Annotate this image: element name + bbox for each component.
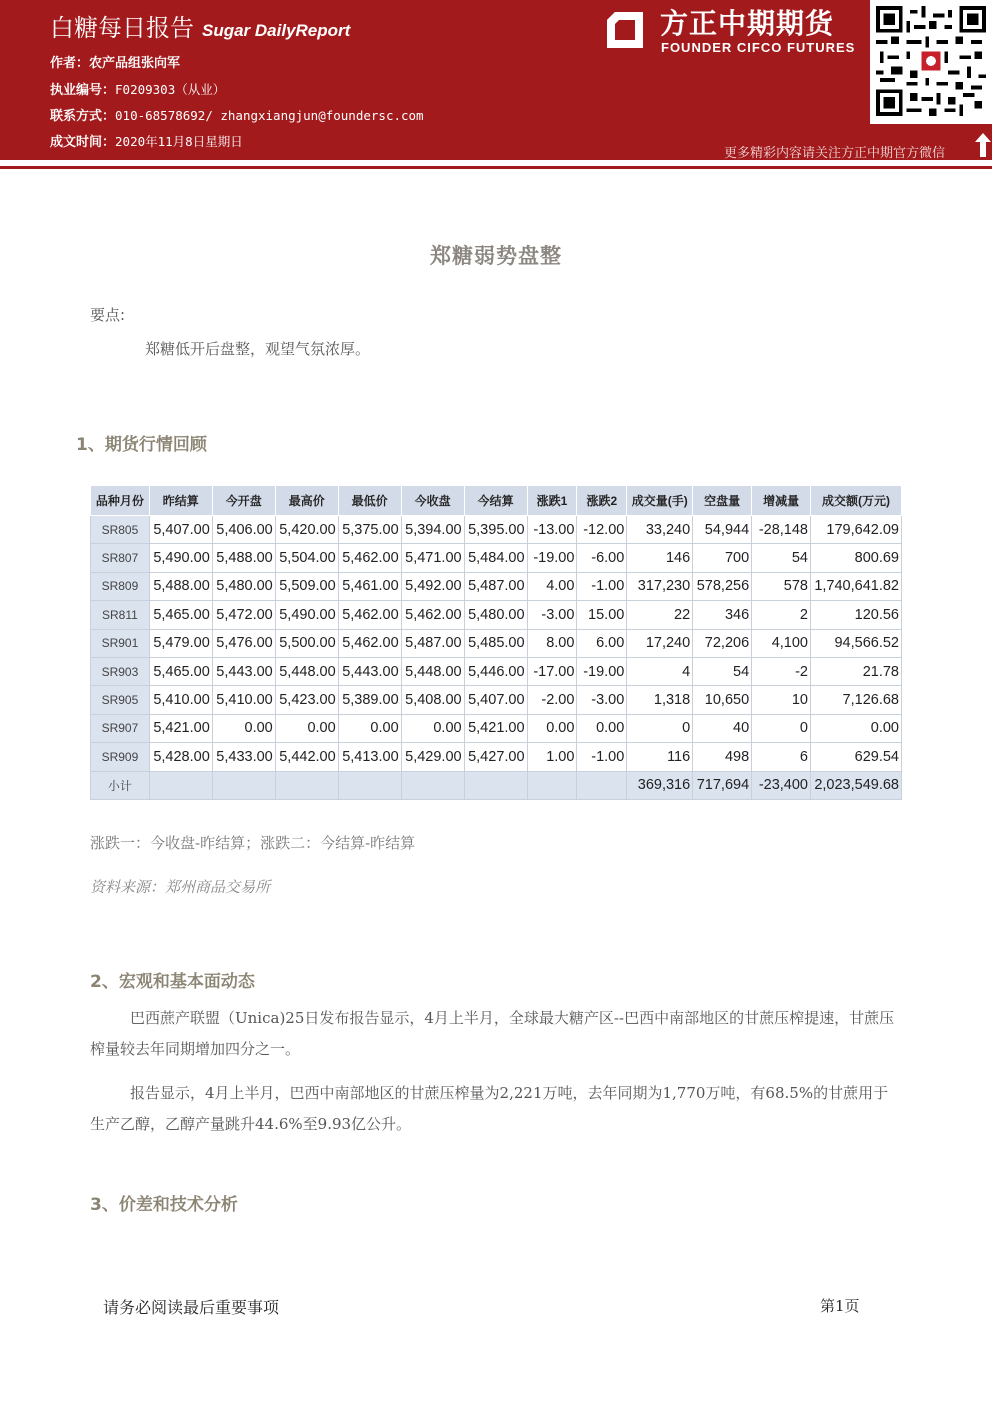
table-cell: -2 xyxy=(752,657,811,685)
table-cell: 346 xyxy=(693,601,752,629)
table-cell: 5,429.00 xyxy=(401,743,464,771)
footer-disclaimer-notice: 请务必阅读最后重要事项 xyxy=(103,1298,280,1317)
license-label: 执业编号： xyxy=(50,83,116,98)
date-line xyxy=(50,131,243,150)
table-header-cell: 品种月份 xyxy=(91,486,150,516)
company-name-cn: 方正中期期货 xyxy=(660,7,835,40)
table-cell: 5,465.00 xyxy=(149,601,212,629)
table-header-cell: 最低价 xyxy=(338,486,401,516)
author-line xyxy=(50,52,180,71)
table-cell: 5,465.00 xyxy=(149,657,212,685)
table-header-cell: 涨跌2 xyxy=(577,486,627,516)
contract-code-cell: SR909 xyxy=(91,743,150,771)
contact-line xyxy=(50,105,424,124)
table-cell: 0.00 xyxy=(811,714,902,742)
wechat-follow-text: 更多精彩内容请关注方正中期官方微信 xyxy=(724,146,946,161)
table-cell: 22 xyxy=(627,601,693,629)
table-cell: 5,487.00 xyxy=(464,572,527,600)
table-cell: 5,462.00 xyxy=(401,601,464,629)
license-value: F0209303（从业） xyxy=(115,82,226,97)
table-cell xyxy=(401,771,464,799)
table-cell: 0.00 xyxy=(527,714,577,742)
table-cell: 629.54 xyxy=(811,743,902,771)
table-cell: 5,462.00 xyxy=(338,601,401,629)
table-cell: 5,408.00 xyxy=(401,686,464,714)
table-cell: 0.00 xyxy=(577,714,627,742)
table-cell: 5,420.00 xyxy=(275,516,338,544)
table-cell: -19.00 xyxy=(577,657,627,685)
table-cell: 5,504.00 xyxy=(275,544,338,572)
table-cell: 4 xyxy=(627,657,693,685)
table-cell: 369,316 xyxy=(627,771,693,799)
futures-quote-table xyxy=(90,485,902,800)
table-cell: 15.00 xyxy=(577,601,627,629)
table-cell: 6.00 xyxy=(577,629,627,657)
paragraph-crush-data: 报告显示，4月上半月，巴西中南部地区的甘蔗压榨量为2,221万吨，去年同期为1,770万吨，有68.5%的甘蔗用于生产乙醇，乙醇产量跳升44.6%至9.93亿公升。 xyxy=(90,1084,889,1133)
contract-code-cell: SR903 xyxy=(91,657,150,685)
table-cell: 146 xyxy=(627,544,693,572)
table-cell: 5,487.00 xyxy=(401,629,464,657)
table-cell: 5,421.00 xyxy=(464,714,527,742)
table-cell: -23,400 xyxy=(752,771,811,799)
table-header-row xyxy=(91,486,902,516)
table-cell: -1.00 xyxy=(577,743,627,771)
table-cell: 5,407.00 xyxy=(149,516,212,544)
table-cell: 33,240 xyxy=(627,516,693,544)
table-cell: -3.00 xyxy=(577,686,627,714)
table-cell: 116 xyxy=(627,743,693,771)
table-cell xyxy=(527,771,577,799)
table-cell: 5,485.00 xyxy=(464,629,527,657)
table-cell: 54 xyxy=(693,657,752,685)
table-cell: 5,488.00 xyxy=(212,544,275,572)
table-cell: 0.00 xyxy=(401,714,464,742)
report-header xyxy=(0,0,992,160)
contract-code-cell: SR905 xyxy=(91,686,150,714)
table-cell: 5,484.00 xyxy=(464,544,527,572)
table-cell: 5,413.00 xyxy=(338,743,401,771)
table-header-cell: 成交量(手) xyxy=(627,486,693,516)
wechat-qr-code xyxy=(870,0,992,124)
table-cell: 120.56 xyxy=(811,601,902,629)
table-cell: 5,433.00 xyxy=(212,743,275,771)
table-cell: -17.00 xyxy=(527,657,577,685)
table-cell: 5,410.00 xyxy=(149,686,212,714)
table-cell: 1,318 xyxy=(627,686,693,714)
table-cell: 5,480.00 xyxy=(464,601,527,629)
table-cell: 5,389.00 xyxy=(338,686,401,714)
table-cell: 700 xyxy=(693,544,752,572)
company-name-en: FOUNDER CIFCO FUTURES xyxy=(661,40,856,55)
header-divider xyxy=(0,166,992,169)
table-cell: 578 xyxy=(752,572,811,600)
table-cell: 1,740,641.82 xyxy=(811,572,902,600)
table-header-cell: 今开盘 xyxy=(212,486,275,516)
author-value: 农产品组张向军 xyxy=(89,56,181,71)
table-cell: -3.00 xyxy=(527,601,577,629)
table-row xyxy=(91,743,902,771)
table-cell: 5,488.00 xyxy=(149,572,212,600)
table-cell: 800.69 xyxy=(811,544,902,572)
qr-code-icon xyxy=(876,6,986,116)
section-heading-spread-analysis: 3、价差和技术分析 xyxy=(90,1195,238,1215)
table-cell: 5,448.00 xyxy=(275,657,338,685)
table-row xyxy=(91,544,902,572)
table-cell xyxy=(577,771,627,799)
table-cell: 4,100 xyxy=(752,629,811,657)
table-cell: 317,230 xyxy=(627,572,693,600)
table-cell xyxy=(338,771,401,799)
table-cell: 7,126.68 xyxy=(811,686,902,714)
table-row xyxy=(91,572,902,600)
table-cell: 8.00 xyxy=(527,629,577,657)
article-title: 郑糖弱势盘整 xyxy=(430,244,562,268)
table-cell: 10,650 xyxy=(693,686,752,714)
report-title-block xyxy=(50,8,350,43)
table-cell xyxy=(464,771,527,799)
table-cell: 10 xyxy=(752,686,811,714)
table-cell: 0.00 xyxy=(212,714,275,742)
table-body xyxy=(91,516,902,800)
table-cell: 5,480.00 xyxy=(212,572,275,600)
change-definition-note: 涨跌一：今收盘-昨结算；涨跌二：今结算-昨结算 xyxy=(90,834,416,852)
table-cell: -1.00 xyxy=(577,572,627,600)
table-cell: -28,148 xyxy=(752,516,811,544)
table-cell: 5,492.00 xyxy=(401,572,464,600)
table-cell: 5,423.00 xyxy=(275,686,338,714)
table-cell: 5,462.00 xyxy=(338,544,401,572)
arrow-up-icon xyxy=(974,132,992,158)
table-cell: 5,479.00 xyxy=(149,629,212,657)
company-logo-icon xyxy=(605,8,645,52)
table-header-cell: 涨跌1 xyxy=(527,486,577,516)
table-header-cell: 今结算 xyxy=(464,486,527,516)
table-cell: 5,446.00 xyxy=(464,657,527,685)
table-cell: 5,410.00 xyxy=(212,686,275,714)
table-cell: -2.00 xyxy=(527,686,577,714)
contact-value: 010-68578692/ zhangxiangjun@foundersc.com xyxy=(115,108,424,123)
table-header-cell: 最高价 xyxy=(275,486,338,516)
section-heading-macro: 2、宏观和基本面动态 xyxy=(90,972,255,992)
table-row xyxy=(91,657,902,685)
table-cell: 5,406.00 xyxy=(212,516,275,544)
table-cell: 2,023,549.68 xyxy=(811,771,902,799)
table-cell: 5,443.00 xyxy=(338,657,401,685)
table-cell xyxy=(275,771,338,799)
table-cell: -12.00 xyxy=(577,516,627,544)
section-heading-futures-review: 1、期货行情回顾 xyxy=(76,435,207,455)
keypoints-label: 要点: xyxy=(90,306,126,324)
table-cell: 72,206 xyxy=(693,629,752,657)
contract-code-cell: SR907 xyxy=(91,714,150,742)
table-cell: 4.00 xyxy=(527,572,577,600)
contact-label: 联系方式： xyxy=(50,109,116,124)
footer-page-number: 第1页 xyxy=(820,1297,860,1315)
table-row xyxy=(91,516,902,544)
table-cell: 2 xyxy=(752,601,811,629)
table-cell: 5,462.00 xyxy=(338,629,401,657)
author-label: 作者： xyxy=(50,56,90,71)
table-cell: 5,427.00 xyxy=(464,743,527,771)
table-cell: 5,421.00 xyxy=(149,714,212,742)
table-cell: 0 xyxy=(627,714,693,742)
table-cell: 5,375.00 xyxy=(338,516,401,544)
data-source-note: 资料来源：郑州商品交易所 xyxy=(90,878,271,896)
table-cell: 5,461.00 xyxy=(338,572,401,600)
contract-code-cell: SR811 xyxy=(91,601,150,629)
table-cell xyxy=(212,771,275,799)
table-cell: 717,694 xyxy=(693,771,752,799)
table-header-cell: 增减量 xyxy=(752,486,811,516)
table-cell: 5,476.00 xyxy=(212,629,275,657)
table-cell: 5,500.00 xyxy=(275,629,338,657)
table-header-cell: 成交额(万元) xyxy=(811,486,902,516)
table-row xyxy=(91,601,902,629)
table-cell: 94,566.52 xyxy=(811,629,902,657)
table-cell: 54,944 xyxy=(693,516,752,544)
keypoints-text: 郑糖低开后盘整，观望气氛浓厚。 xyxy=(145,340,371,358)
contract-code-cell: SR901 xyxy=(91,629,150,657)
table-cell: 5,472.00 xyxy=(212,601,275,629)
table-cell: 5,428.00 xyxy=(149,743,212,771)
paragraph-unica-report: 巴西蔗产联盟（Unica)25日发布报告显示，4月上半月，全球最大糖产区--巴西中南部地区的甘蔗压榨提速，甘蔗压榨量较去年同期增加四分之一。 xyxy=(90,1009,895,1058)
report-title-cn: 白糖每日报告 xyxy=(50,14,194,42)
table-cell: 0 xyxy=(752,714,811,742)
table-cell: 40 xyxy=(693,714,752,742)
table-cell: -6.00 xyxy=(577,544,627,572)
table-row xyxy=(91,714,902,742)
contract-code-cell: SR805 xyxy=(91,516,150,544)
table-cell: 5,407.00 xyxy=(464,686,527,714)
table-total-row xyxy=(91,771,902,799)
table-cell: 5,490.00 xyxy=(149,544,212,572)
contract-code-cell: SR807 xyxy=(91,544,150,572)
license-line xyxy=(50,79,225,98)
table-cell: 578,256 xyxy=(693,572,752,600)
table-cell: 0.00 xyxy=(275,714,338,742)
contract-code-cell: 小计 xyxy=(91,771,150,799)
table-cell: 5,395.00 xyxy=(464,516,527,544)
table-header-cell: 今收盘 xyxy=(401,486,464,516)
table-cell: 5,471.00 xyxy=(401,544,464,572)
date-value: 2020年11月8日星期日 xyxy=(115,134,243,149)
date-label: 成文时间： xyxy=(50,135,116,150)
table-cell: 5,394.00 xyxy=(401,516,464,544)
table-cell: 5,443.00 xyxy=(212,657,275,685)
table-cell: 17,240 xyxy=(627,629,693,657)
table-header-cell: 空盘量 xyxy=(693,486,752,516)
table-header-cell: 昨结算 xyxy=(149,486,212,516)
table-cell: 5,442.00 xyxy=(275,743,338,771)
table-cell: 21.78 xyxy=(811,657,902,685)
table-row xyxy=(91,686,902,714)
table-cell: 5,509.00 xyxy=(275,572,338,600)
table-cell: 5,448.00 xyxy=(401,657,464,685)
table-cell: -13.00 xyxy=(527,516,577,544)
table-cell: 498 xyxy=(693,743,752,771)
table-cell: 6 xyxy=(752,743,811,771)
contract-code-cell: SR809 xyxy=(91,572,150,600)
table-cell: 0.00 xyxy=(338,714,401,742)
table-cell xyxy=(149,771,212,799)
report-title-en: Sugar DailyReport xyxy=(202,21,351,40)
table-cell: 54 xyxy=(752,544,811,572)
table-cell: 1.00 xyxy=(527,743,577,771)
table-cell: -19.00 xyxy=(527,544,577,572)
table-cell: 179,642.09 xyxy=(811,516,902,544)
table-row xyxy=(91,629,902,657)
table-cell: 5,490.00 xyxy=(275,601,338,629)
